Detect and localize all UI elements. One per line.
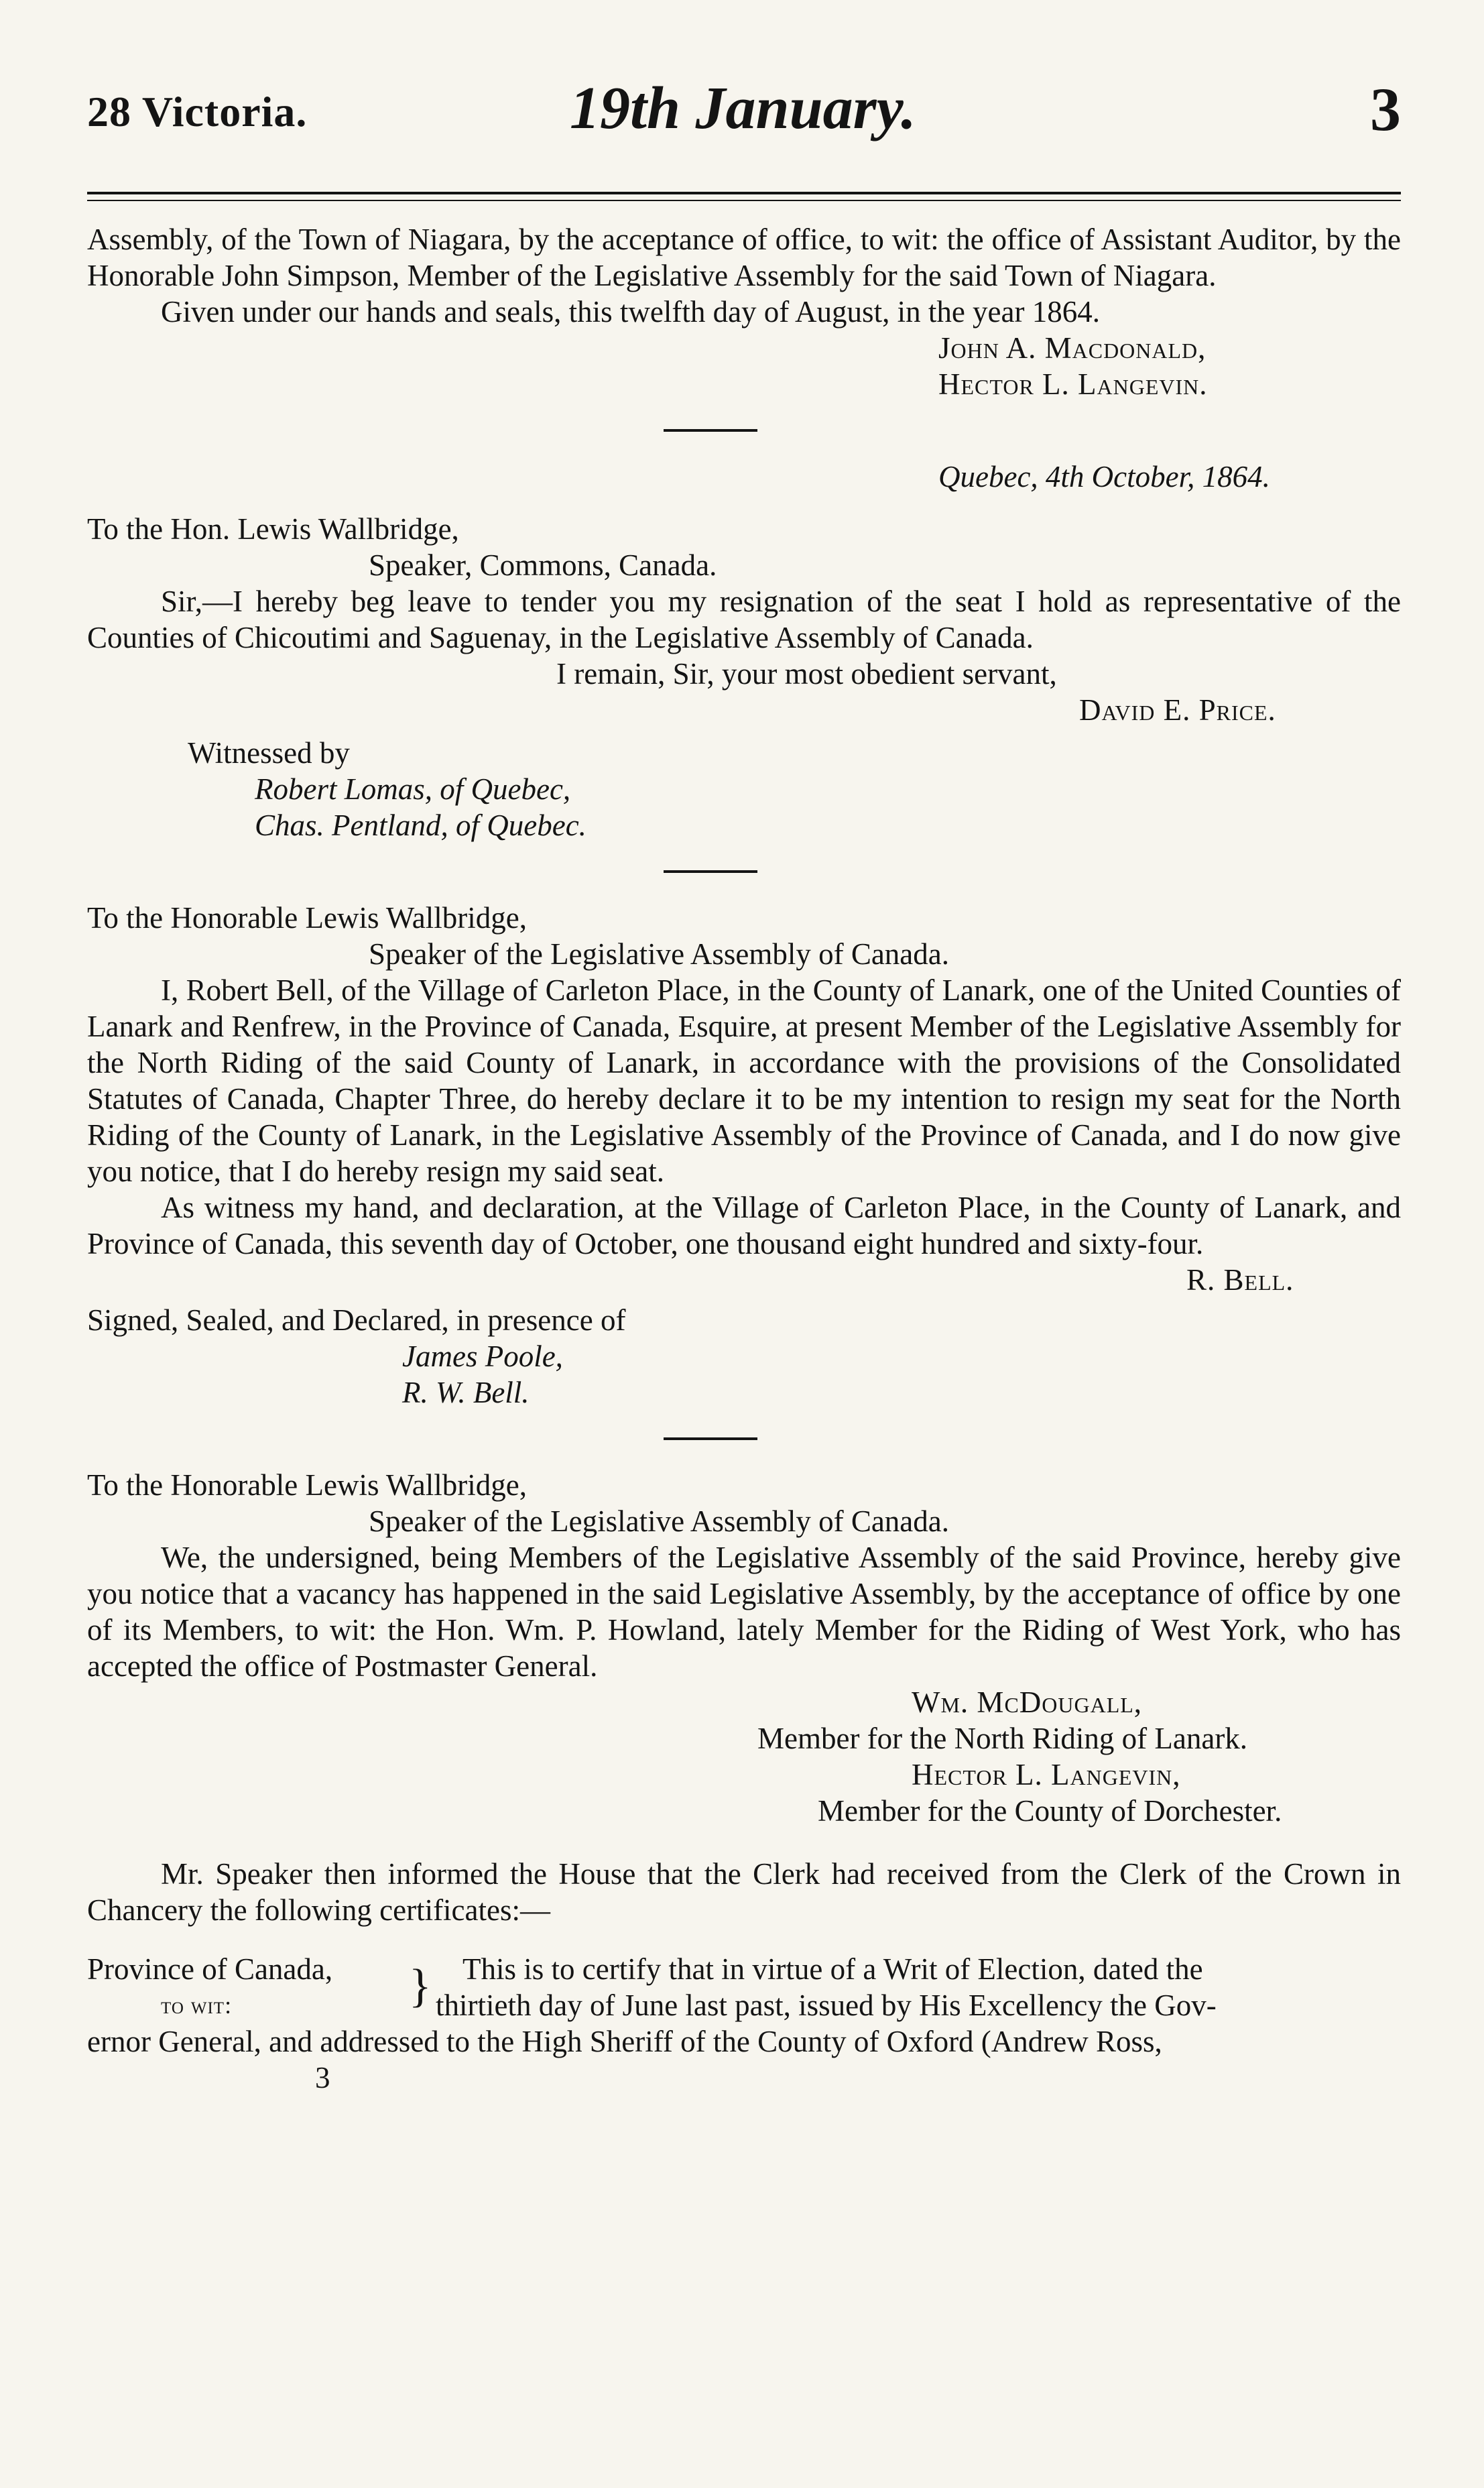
page-content bbox=[87, 221, 1401, 2096]
brace: } bbox=[409, 1960, 432, 2012]
signature: R. Bell. bbox=[1186, 1263, 1294, 1297]
signature: Wm. McDougall, bbox=[912, 1685, 1143, 1719]
paragraph: As witness my hand, and declaration, at the Village of Carleton Place, in the County of Lanark, and Province of Canada, this seventh day of October, one thousand eight hundred and sixty-four. bbox=[87, 1191, 1401, 1260]
section-howland-vacancy bbox=[87, 1467, 1401, 1829]
given-line: Given under our hands and seals, this twelfth day of August, in the year 1864. bbox=[161, 295, 1100, 329]
paragraph: We, the undersigned, being Members of the Legislative Assembly of the said Province, hereby give you notice that a vacancy has happened in the said Legislative Assembly, by the acceptance of office by one of its Members, to wit: the Hon. Wm. P. Howland, lately Member for the Riding of West York, who has accepted the office of Postmaster General. bbox=[87, 1541, 1401, 1683]
witness: Robert Lomas, of Quebec, bbox=[255, 772, 571, 806]
addressee-title: Speaker, Commons, Canada. bbox=[369, 548, 717, 582]
place-date: Quebec, 4th October, 1864. bbox=[938, 460, 1270, 493]
closing: I remain, Sir, your most obedient servant, bbox=[556, 657, 1057, 691]
section-bell-resignation bbox=[87, 900, 1401, 1411]
addressee-title: Speaker of the Legislative Assembly of Canada. bbox=[369, 937, 950, 971]
signature-role: Member for the North Riding of Lanark. bbox=[757, 1722, 1248, 1755]
certificate-text: thirtieth day of June last past, issued by His Excellency the Gov- bbox=[436, 1989, 1217, 2022]
header-date: 19th January. bbox=[570, 75, 916, 141]
witnessed-label: Witnessed by bbox=[188, 736, 350, 770]
addressee-title: Speaker of the Legislative Assembly of Canada. bbox=[369, 1504, 950, 1538]
paragraph: I, Robert Bell, of the Village of Carleton Place, in the County of Lanark, one of the United Counties of Lanark and Renfrew, in the Province of Canada, Esquire, at present Member of the Legislative Assembly for the North Riding of the said County of Lanark, in accordance with the provisions of the Consolidated Statutes of Canada, Chapter Three, do hereby declare it to be my intention to resign my seat for the North Riding of the County of Lanark, in the Legislative Assembly of the Province of Canada, and I do now give you notice, that I do hereby resign my said seat. bbox=[87, 973, 1401, 1188]
signature: Hector L. Langevin. bbox=[938, 367, 1208, 401]
header-page-number: 3 bbox=[1370, 75, 1401, 143]
header-volume: 28 Victoria. bbox=[87, 88, 308, 135]
signature: John A. Macdonald, bbox=[938, 331, 1207, 365]
province-label: Province of Canada, bbox=[87, 1952, 333, 1986]
paragraph: Assembly, of the Town of Niagara, by the acceptance of office, to wit: the office of Assistant Auditor, by the Honorable John Simpson, Member of the Legislative Assembly for the said Town of Niagara. bbox=[87, 223, 1401, 292]
header-rule bbox=[87, 192, 1401, 194]
certificate-text: This is to certify that in virtue of a Writ of Election, dated the bbox=[462, 1952, 1203, 1986]
signature: David E. Price. bbox=[1079, 693, 1276, 727]
paragraph: Mr. Speaker then informed the House that the Clerk had received from the Clerk of the Crown in Chancery the following certificates:— bbox=[87, 1857, 1401, 1927]
signed-label: Signed, Sealed, and Declared, in presence of bbox=[87, 1303, 626, 1337]
header-rule-thin bbox=[87, 200, 1401, 201]
witness: Chas. Pentland, of Quebec. bbox=[255, 809, 586, 842]
addressee: To the Honorable Lewis Wallbridge, bbox=[87, 901, 527, 935]
section-divider bbox=[664, 429, 757, 432]
witness: James Poole, bbox=[402, 1340, 563, 1373]
certificate-text: ernor General, and addressed to the High Sheriff of the County of Oxford (Andrew Ross, bbox=[87, 2025, 1162, 2058]
signature-role: Member for the County of Dorchester. bbox=[818, 1794, 1282, 1828]
section-divider bbox=[664, 870, 757, 873]
witness: R. W. Bell. bbox=[402, 1376, 530, 1409]
footer-page-number: 3 bbox=[315, 2061, 330, 2094]
section-auditor-notice bbox=[87, 221, 1401, 402]
to-wit-label: to wit: bbox=[161, 1992, 233, 2019]
section-certificates bbox=[87, 1856, 1401, 2096]
addressee: To the Honorable Lewis Wallbridge, bbox=[87, 1468, 527, 1502]
section-price-resignation bbox=[87, 459, 1401, 843]
paragraph: Sir,—I hereby beg leave to tender you my resignation of the seat I hold as representative of the Counties of Chicoutimi and Saguenay, in the Legislative Assembly of Canada. bbox=[87, 585, 1401, 654]
page-header bbox=[87, 74, 1401, 147]
section-divider bbox=[664, 1437, 757, 1440]
certificate-block bbox=[87, 1951, 1401, 2060]
signature: Hector L. Langevin, bbox=[912, 1758, 1181, 1791]
addressee: To the Hon. Lewis Wallbridge, bbox=[87, 512, 459, 546]
